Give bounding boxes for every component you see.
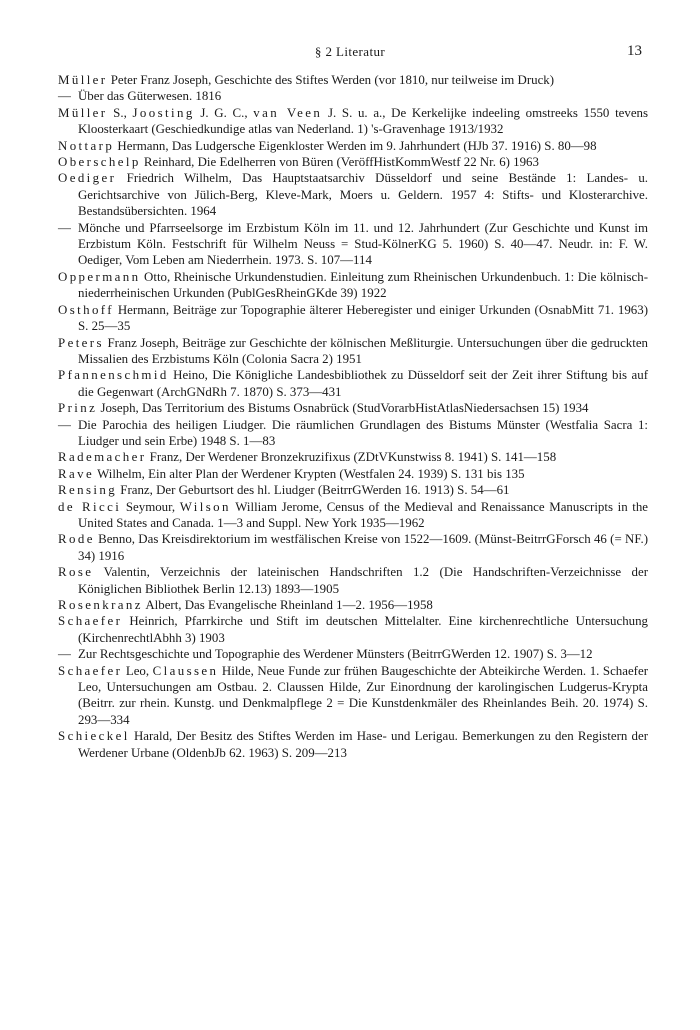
entry-author: Müller (58, 73, 108, 87)
entry-author: Nottarp (58, 138, 115, 153)
bibliography-entry (58, 597, 648, 613)
entry-author: Schieckel (58, 729, 130, 744)
bibliography-entry (58, 220, 648, 269)
bibliography-entry (58, 728, 648, 761)
entry-text: Hermann, Beiträge zur Topographie älterer Heberegister und einiger Urkunden (OsnabMitt 71. 1963) S. 25—35 (78, 302, 648, 334)
bibliography-entry (58, 105, 648, 138)
entry-author: Wilson (179, 499, 231, 514)
entry-text: Friedrich Wilhelm, Das Hauptstaatsarchiv Düsseldorf und seine Bestände 1: Landes- u. Gerichtsarchive von Jülich-Berg, Kleve-Mark, Moers u. Geldern. 1957 4: Stifts- und Klosterarchive. Bestandsübersichten. 1964 (78, 171, 648, 219)
entry-author: Oppermann (58, 269, 141, 284)
bibliography-entry (58, 646, 648, 662)
entry-dash: — (58, 220, 71, 235)
entry-author: van Veen (253, 105, 323, 120)
running-head (58, 44, 642, 64)
entry-text: Über das Güterwesen. 1816 (78, 89, 222, 104)
bibliography-entry (58, 499, 648, 532)
bibliography-entry (58, 663, 648, 729)
entry-text: J. G. C., (194, 105, 254, 120)
page-number: 13 (627, 43, 642, 59)
entry-author: Schaefer (58, 614, 123, 629)
bibliography-entry (58, 466, 648, 482)
bibliography-entry (58, 72, 648, 88)
entry-author: Oberschelp (58, 155, 141, 170)
bibliography-entry (58, 367, 648, 400)
entry-author: Müller (58, 105, 108, 120)
bibliography-entry (58, 170, 648, 219)
entry-author: Prinz (58, 401, 98, 416)
bibliography-entry (58, 88, 648, 104)
entry-text: Die Parochia des heiligen Liudger. Die räumlichen Grundlagen des Bistums Münster (Westfalia Sacra 1: Liudger und sein Erbe) 1948 S. 1—83 (78, 417, 648, 448)
entry-author: Schaefer (58, 663, 123, 678)
entry-text: J. S. u. a., De Kerkelijke indeeling omstreeks 1550 tevens Kloosterkaart (Geschiedkundige atlas van Nederland. 1) 's-Gravenhage 1913/1932 (78, 105, 648, 137)
entry-author: Peters (58, 335, 104, 350)
entry-author: Joosting (132, 105, 195, 120)
entry-text: Mönche und Pfarrseelsorge im Erzbistum Köln im 11. und 12. Jahrhundert (Zur Geschichte und Kunst im Erzbistum Köln. Festschrift für Wilhelm Neuss = Stud-KölnerKG 5. 1960) S. 40—47. Neudr. in: F. W. Oediger, Vom Leben am Niederrhein. 1973. S. 107—114 (78, 220, 648, 268)
entry-dash: — (58, 647, 71, 662)
bibliography-entry (58, 400, 648, 416)
bibliography-entry (58, 482, 648, 498)
bibliography-entry (58, 269, 648, 302)
entry-text: Zur Rechtsgeschichte und Topographie des Werdener Münsters (BeitrrGWerden 12. 1907) S. 3—12 (78, 647, 593, 662)
entry-author: Rensing (58, 483, 118, 498)
entry-dash: — (58, 89, 71, 104)
entry-dash: — (58, 417, 71, 432)
bibliography-entry (58, 138, 648, 154)
bibliography-entry (58, 335, 648, 368)
entry-text: William Jerome, Census of the Medieval and Renaissance Manuscripts in the United States and Canada. 1—3 and Suppl. New York 1935—1962 (78, 499, 649, 530)
entry-author: Osthoff (58, 302, 114, 317)
entry-author: Rademacher (58, 450, 147, 465)
entry-text: Seymour, (121, 499, 180, 514)
entry-text: Franz, Der Geburtsort des hl. Liudger (BeitrrGWerden 16. 1913) S. 54—61 (117, 483, 510, 498)
bibliography-entry (58, 302, 648, 335)
entry-author: Claussen (152, 663, 219, 678)
entry-text: Leo, (122, 663, 153, 678)
bibliography-entry (58, 154, 648, 170)
entry-text: Wilhelm, Ein alter Plan der Werdener Krypten (Westfalen 24. 1939) S. 131 bis 135 (94, 466, 525, 481)
bibliography-entry (58, 613, 648, 646)
entry-text: Heino, Die Königliche Landesbibliothek zu Düsseldorf seit der Zeit ihrer Stiftung bis auf die Gegenwart (ArchGNdRh 7. 1870) S. 373—431 (78, 368, 648, 399)
bibliography-entry (58, 417, 648, 450)
bibliography-list (58, 72, 648, 761)
entry-author: Rose (58, 565, 94, 580)
entry-text: Benno, Das Kreisdirektorium im westfälischen Kreise von 1522—1609. (Münst-BeitrrGForsch 46 (= NF.) 34) 1916 (78, 532, 648, 563)
entry-text: Reinhard, Die Edelherren von Büren (VeröffHistKommWestf 22 Nr. 6) 1963 (140, 155, 539, 170)
entry-text: Albert, Das Evangelische Rheinland 1—2. 1956—1958 (142, 598, 433, 612)
entry-author: de Ricci (58, 499, 122, 514)
entry-author: Rave (58, 466, 95, 481)
entry-text: Heinrich, Pfarrkirche und Stift im deutschen Mittelalter. Eine kirchenrechtliche Untersuchung (KirchenrechtlAbhh 3) 1903 (78, 614, 648, 645)
entry-author: Oediger (58, 171, 117, 186)
entry-text: Joseph, Das Territorium des Bistums Osnabrück (StudVorarbHistAtlasNiedersachsen 15) 1934 (97, 401, 589, 416)
entry-author: Rode (58, 532, 95, 547)
entry-text: Peter Franz Joseph, Geschichte des Stiftes Werden (vor 1810, nur teilweise im Druck) (107, 73, 555, 87)
bibliography-entry (58, 564, 648, 597)
entry-text: S., (107, 105, 133, 120)
entry-text: Franz, Der Werdener Bronzekruzifixus (ZDtVKunstwiss 8. 1941) S. 141—158 (146, 450, 557, 465)
entry-text: Hermann, Das Ludgersche Eigenkloster Werden im 9. Jahrhundert (HJb 37. 1916) S. 80—98 (114, 138, 597, 153)
entry-author: Rosenkranz (58, 598, 143, 612)
section-title: § 2 Literatur (314, 44, 386, 59)
entry-text: Otto, Rheinische Urkundenstudien. Einleitung zum Rheinischen Urkundenbuch. 1: Die kölnisch-niederrheinischen Urkunden (PublGesRheinGKde 39) 1922 (78, 269, 648, 301)
entry-text: Franz Joseph, Beiträge zur Geschichte der kölnischen Meßliturgie. Untersuchungen über die gedruckten Missalien des Erzbistums Köln (Colonia Sacra 2) 1951 (78, 335, 648, 366)
bibliography-entry (58, 449, 648, 465)
bibliography-entry (58, 531, 648, 564)
entry-text: Valentin, Verzeichnis der lateinischen Handschriften 1.2 (Die Handschriften-Verzeichnisse der Königlichen Bibliothek Berlin 12.13) 1893—1905 (78, 565, 648, 596)
entry-author: Pfannenschmid (58, 368, 169, 383)
entry-text: Harald, Der Besitz des Stiftes Werden im Hase- und Lerigau. Bemerkungen zu den Registern der Werdener Urbane (OldenbJb 62. 1963) S. 209—213 (78, 729, 648, 760)
entry-text: Hilde, Neue Funde zur frühen Baugeschichte der Abteikirche Werden. 1. Schaefer Leo, Untersuchungen am Ostbau. 2. Claussen Hilde, Zur Einordnung der karolingischen Ludgerus-Krypta (Beitrr. zur rhein. Kunstg. und Denkmalpflege 2 = Die Kunstdenkmäler des Rheinlandes Beih. 20. 1974) S. 293—334 (78, 663, 648, 727)
